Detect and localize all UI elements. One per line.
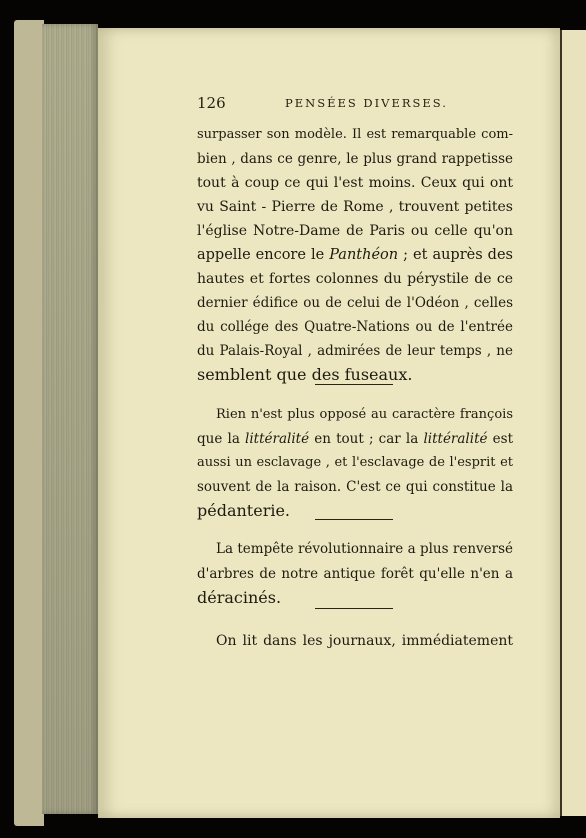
page-number: 126 bbox=[197, 94, 226, 112]
running-title: PENSÉES DIVERSES. bbox=[285, 96, 448, 110]
text-line: pédanterie. bbox=[197, 501, 291, 520]
page-header bbox=[197, 94, 517, 114]
section-divider bbox=[315, 384, 393, 385]
text-line: du collége des Quatre-Nations ou de l'entrée bbox=[197, 319, 513, 335]
text-line: du Palais-Royal , admirées de leur temps , ne bbox=[197, 343, 513, 359]
text-line: dernier édifice ou de celui de l'Odéon , celles bbox=[197, 295, 513, 311]
text-line: l'église Notre-Dame de Paris ou celle qu'on bbox=[197, 223, 513, 239]
text-line: d'arbres de notre antique forêt qu'elle n'en a bbox=[197, 566, 513, 582]
section-divider bbox=[315, 519, 393, 520]
text-line: déracinés. bbox=[197, 588, 282, 607]
book-cover-edge bbox=[14, 20, 44, 826]
text-line: hautes et fortes colonnes du pérystile de ce bbox=[197, 271, 513, 287]
text-line: souvent de la raison. C'est ce qui constitue la bbox=[197, 479, 513, 495]
text-line: aussi un esclavage , et l'esclavage de l'esprit et bbox=[197, 455, 513, 470]
facing-page-edge bbox=[560, 30, 586, 816]
text-line: que la littéralité en tout ; car la littéralité est bbox=[197, 431, 513, 447]
text-line: tout à coup ce qui l'est moins. Ceux qui ont bbox=[197, 175, 513, 191]
page-edges bbox=[42, 24, 98, 814]
text-line: vu Saint - Pierre de Rome , trouvent petites bbox=[197, 199, 513, 215]
text-line: surpasser son modèle. Il est remarquable com- bbox=[197, 127, 513, 142]
section-divider bbox=[315, 608, 393, 609]
text-line: La tempête révolutionnaire a plus renversé bbox=[216, 541, 513, 557]
text-line: bien , dans ce genre, le plus grand rappetisse bbox=[197, 151, 513, 167]
text-line: appelle encore le Panthéon ; et auprès des bbox=[197, 247, 513, 263]
text-line: semblent que des fuseaux. bbox=[197, 365, 413, 384]
text-line: Rien n'est plus opposé au caractère françois bbox=[216, 407, 513, 422]
text-line: On lit dans les journaux, immédiatement bbox=[216, 633, 513, 649]
